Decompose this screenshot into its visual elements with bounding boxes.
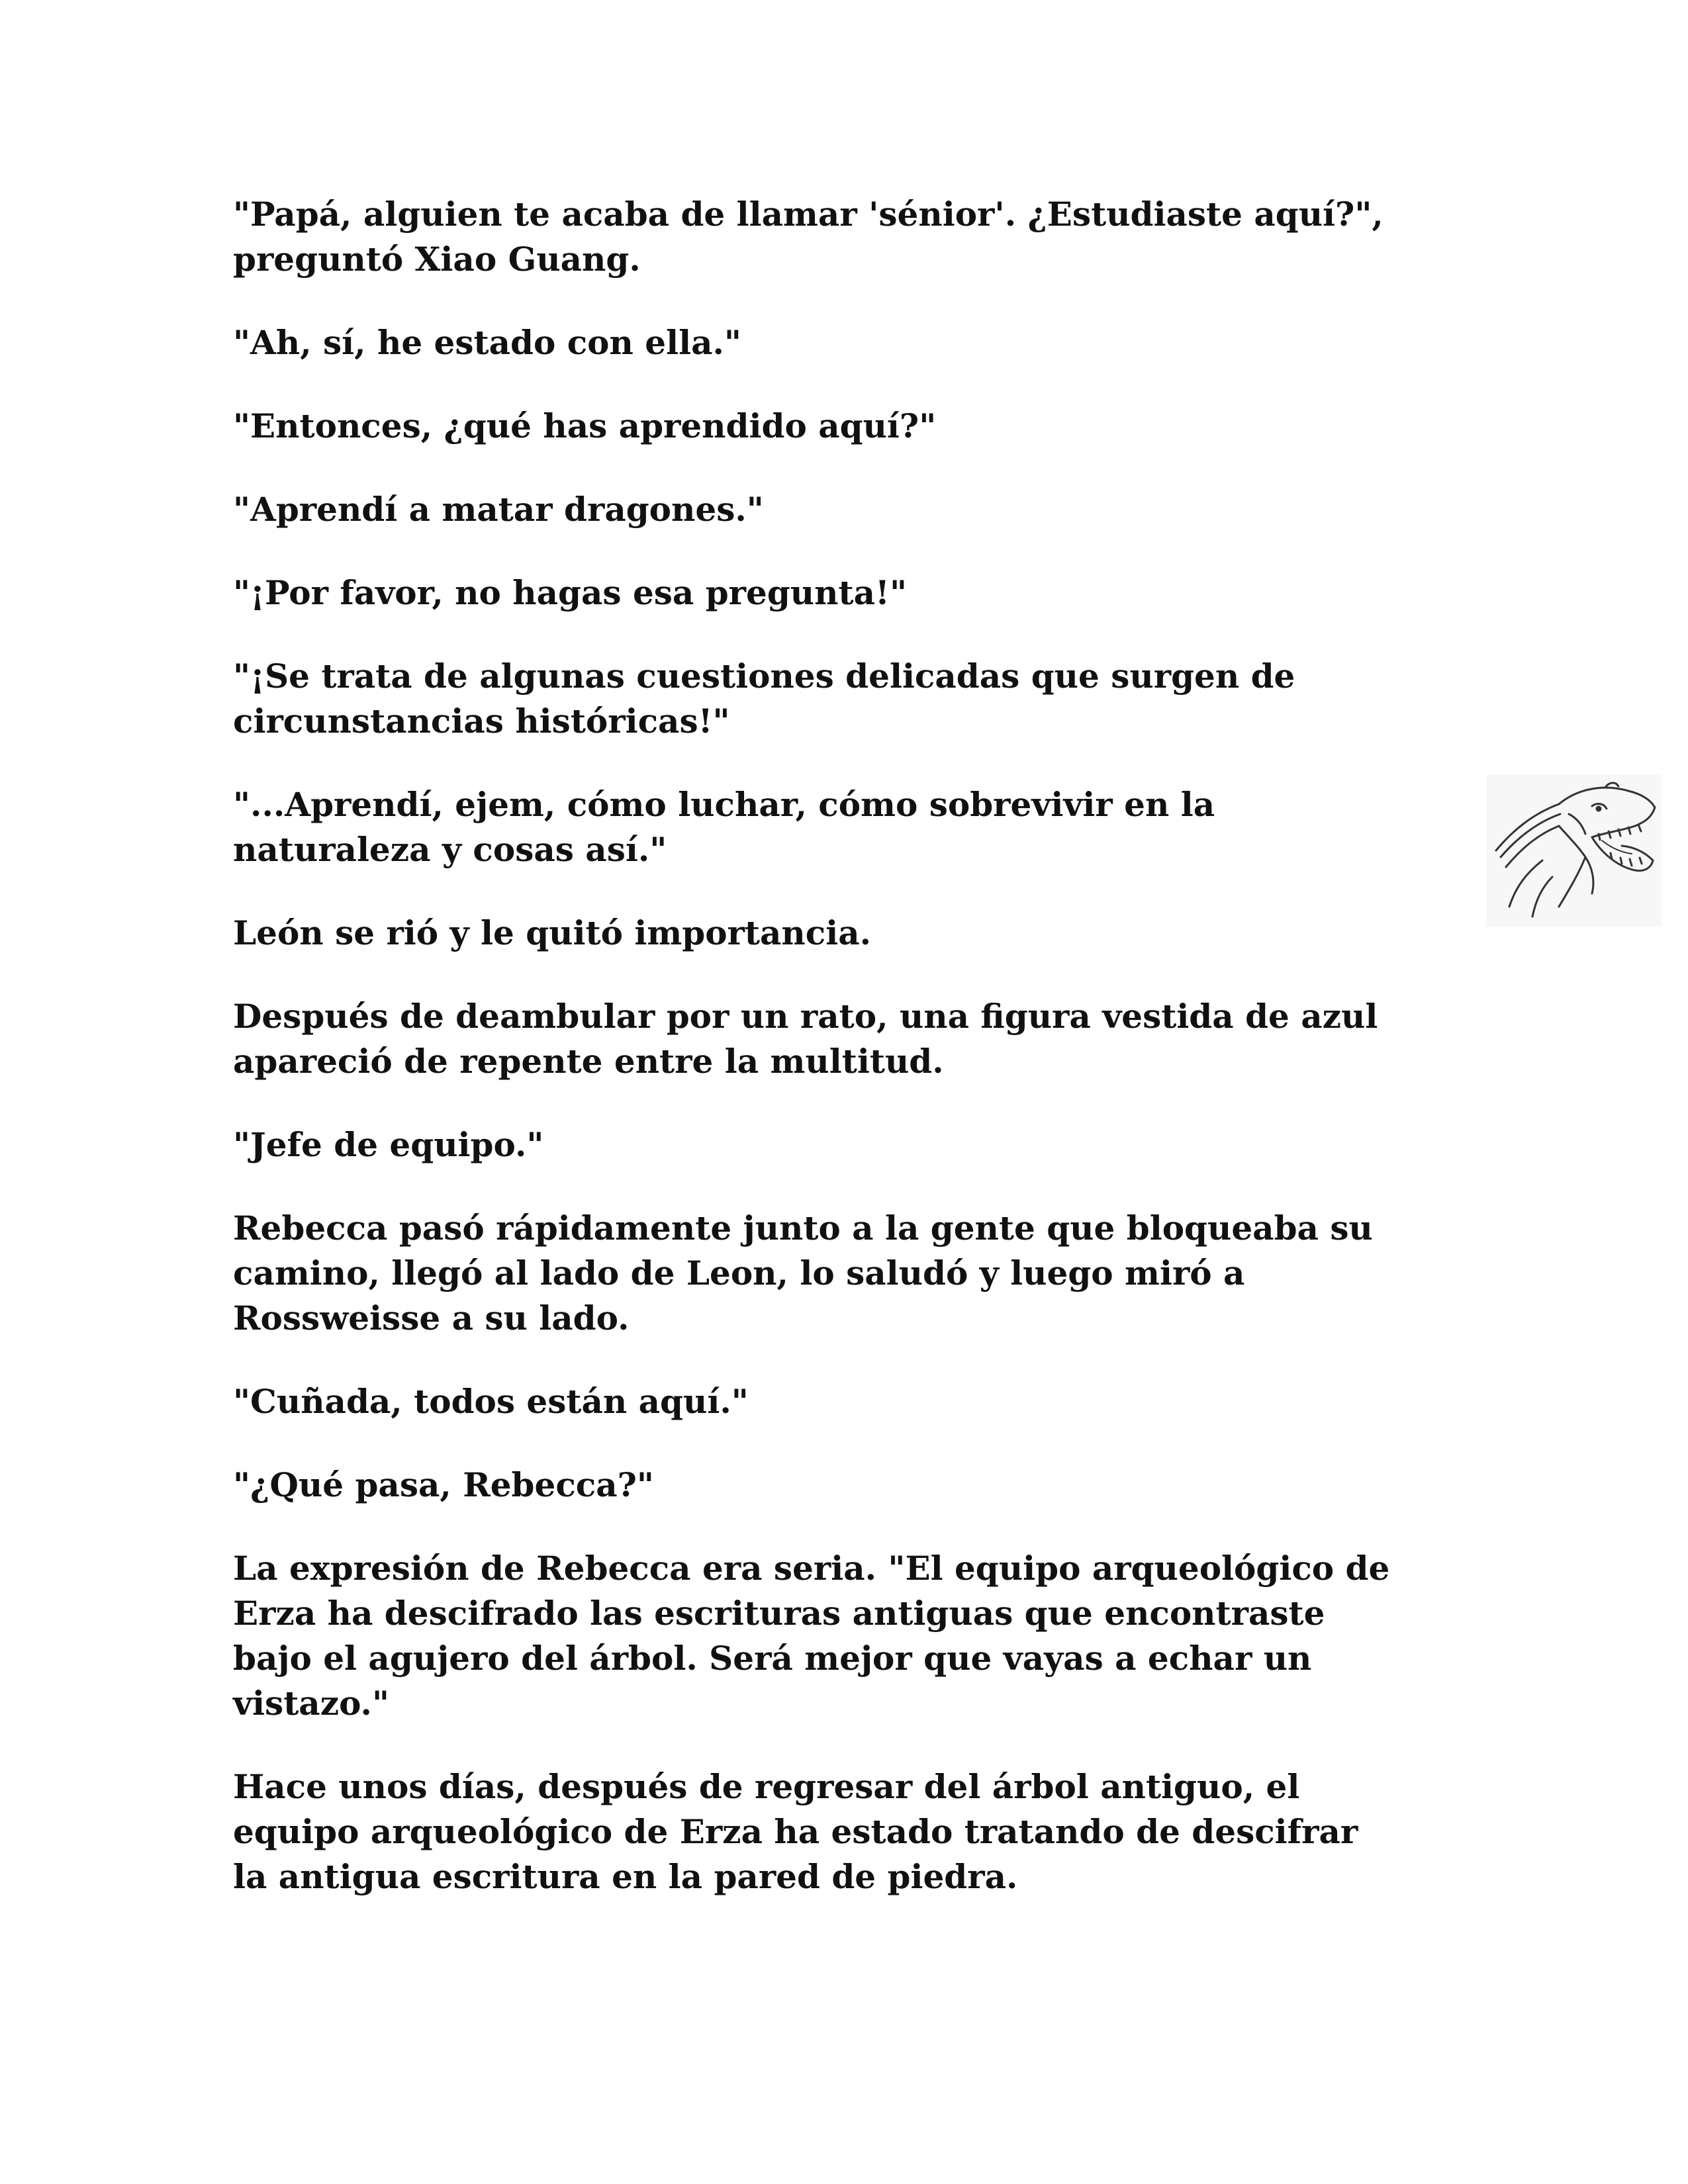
text-line: Hace unos días, después de regresar del árbol antiguo, el — [233, 1767, 1300, 1806]
paragraph — [233, 1463, 1464, 1508]
text-line: "Ah, sí, he estado con ella." — [233, 323, 741, 362]
paragraph — [233, 654, 1464, 744]
text-line: León se rió y le quitó importancia. — [233, 913, 872, 952]
text-line: La expresión de Rebecca era seria. "El equipo arqueológico de — [233, 1549, 1390, 1588]
text-line: bajo el agujero del árbol. Será mejor que vayas a echar un — [233, 1639, 1312, 1678]
text-line: vistazo." — [233, 1684, 390, 1723]
paragraph — [233, 487, 1464, 532]
paragraph — [233, 320, 1464, 365]
text-line: Después de deambular por un rato, una figura vestida de azul — [233, 997, 1378, 1036]
text-line: "...Aprendí, ejem, cómo luchar, cómo sobrevivir en la — [233, 785, 1215, 824]
paragraph — [233, 911, 1464, 956]
text-line: equipo arqueológico de Erza ha estado tratando de descifrar — [233, 1812, 1358, 1851]
text-line: camino, llegó al lado de Leon, lo saludó y luego miró a — [233, 1253, 1245, 1293]
text-line: Erza ha descifrado las escrituras antiguas que encontraste — [233, 1594, 1325, 1633]
text-line: la antigua escritura en la pared de piedra. — [233, 1857, 1018, 1896]
text-line: "¿Qué pasa, Rebecca?" — [233, 1465, 654, 1504]
text-line: "Cuñada, todos están aquí." — [233, 1382, 749, 1421]
paragraph — [233, 1379, 1464, 1424]
text-line: apareció de repente entre la multitud. — [233, 1042, 944, 1081]
text-line: circunstancias históricas!" — [233, 702, 730, 741]
body-text — [233, 192, 1464, 1938]
text-line: "Entonces, ¿qué has aprendido aquí?" — [233, 406, 937, 445]
text-line: "¡Se trata de algunas cuestiones delicadas que surgen de — [233, 657, 1295, 696]
paragraph — [233, 1546, 1464, 1726]
paragraph — [233, 404, 1464, 449]
paragraph — [233, 192, 1464, 282]
text-line: Rossweisse a su lado. — [233, 1298, 630, 1338]
text-line: naturaleza y cosas así." — [233, 830, 667, 869]
text-line: Rebecca pasó rápidamente junto a la gente que bloqueaba su — [233, 1208, 1373, 1248]
text-line: "Jefe de equipo." — [233, 1125, 544, 1164]
paragraph — [233, 1122, 1464, 1167]
dinosaur-sketch-icon — [1486, 774, 1662, 927]
paragraph — [233, 570, 1464, 615]
text-line: "Papá, alguien te acaba de llamar 'sénior'. ¿Estudiaste aquí?", — [233, 195, 1383, 234]
paragraph — [233, 1206, 1464, 1341]
paragraph — [233, 1764, 1464, 1899]
text-line: preguntó Xiao Guang. — [233, 240, 641, 279]
text-line: "¡Por favor, no hagas esa pregunta!" — [233, 573, 907, 612]
paragraph — [233, 782, 1464, 872]
paragraph — [233, 994, 1464, 1084]
text-line: "Aprendí a matar dragones." — [233, 490, 764, 529]
